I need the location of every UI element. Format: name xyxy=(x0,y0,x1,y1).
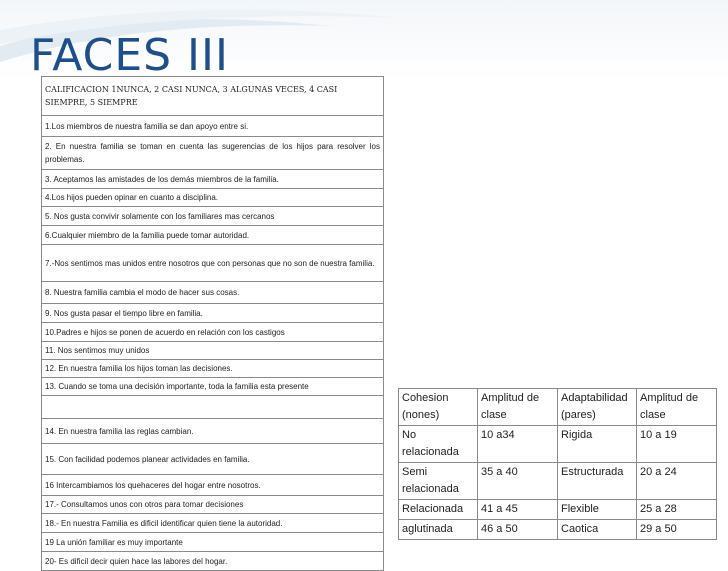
question-item: 19 La unión familiar es muy importante xyxy=(42,533,384,552)
adaptability-level: Caotica xyxy=(558,520,637,540)
questionnaire-table xyxy=(41,76,384,571)
table-row xyxy=(42,552,384,571)
question-item: 16 Intercambiamos los quehaceres del hogar entre nosotros. xyxy=(42,475,384,496)
scoring-row xyxy=(399,426,717,463)
table-row xyxy=(42,304,384,323)
scoring-row xyxy=(399,520,717,540)
header-amplitud-cohesion: Amplitud de clase xyxy=(478,389,558,426)
question-item: 3. Aceptamos las amistades de los demás miembros de la familia. xyxy=(42,170,384,189)
scoring-row xyxy=(399,463,717,500)
table-row xyxy=(42,226,384,245)
adaptability-range: 25 a 28 xyxy=(637,500,717,520)
header-adaptabilidad: Adaptabilidad (pares) xyxy=(558,389,637,426)
table-row xyxy=(42,342,384,360)
table-row xyxy=(42,496,384,514)
question-item: 1.Los miembros de nuestra familia se dan apoyo entre si. xyxy=(42,116,384,137)
adaptability-level: Estructurada xyxy=(558,463,637,500)
empty-row xyxy=(42,396,384,419)
question-item: 5. Nos gusta convivir solamente con los familiares mas cercanos xyxy=(42,207,384,226)
question-item: 15. Con facilidad podemos planear actividades en familia. xyxy=(42,444,384,475)
table-row xyxy=(42,444,384,475)
table-row xyxy=(42,514,384,533)
question-item: 8. Nuestra familia cambia el modo de hacer sus cosas. xyxy=(42,282,384,304)
question-item: 12. En nuestra familia los hijos toman las decisiones. xyxy=(42,360,384,378)
question-item: 9. Nos gusta pasar el tiempo libre en familia. xyxy=(42,304,384,323)
table-row xyxy=(42,378,384,396)
cohesion-range: 46 a 50 xyxy=(478,520,558,540)
table-row xyxy=(42,282,384,304)
adaptability-range: 10 a 19 xyxy=(637,426,717,463)
cohesion-level: No relacionada xyxy=(399,426,478,463)
question-item: 13. Cuando se toma una decisión importante, toda la familia esta presente xyxy=(42,378,384,396)
cohesion-level: Relacionada xyxy=(399,500,478,520)
header-amplitud-adaptabilidad: Amplitud de clase xyxy=(637,389,717,426)
adaptability-level: Flexible xyxy=(558,500,637,520)
table-row xyxy=(42,116,384,137)
scale-header: CALIFICACION 1NUNCA, 2 CASI NUNCA, 3 ALGUNAS VECES, 4 CASI SIEMPRE, 5 SIEMPRE xyxy=(42,77,384,116)
table-row xyxy=(42,323,384,342)
question-item: 6.Cualquier miembro de la familia puede tomar autoridad. xyxy=(42,226,384,245)
table-row xyxy=(42,77,384,116)
question-item: 11. Nos sentimos muy unidos xyxy=(42,342,384,360)
table-row xyxy=(42,396,384,419)
cohesion-level: Semi relacionada xyxy=(399,463,478,500)
cohesion-level: aglutinada xyxy=(399,520,478,540)
scoring-header-row xyxy=(399,389,717,426)
question-item: 18.- En nuestra Familia es dificil identificar quien tiene la autoridad. xyxy=(42,514,384,533)
table-row xyxy=(42,475,384,496)
header-cohesion: Cohesion (nones) xyxy=(399,389,478,426)
question-item: 2. En nuestra familia se toman en cuenta las sugerencias de los hijos para resolver los problemas. xyxy=(42,137,384,170)
question-item: 10.Padres e hijos se ponen de acuerdo en relación con los castigos xyxy=(42,323,384,342)
question-item: 20- Es dificil decir quien hace las labores del hogar. xyxy=(42,552,384,571)
table-row xyxy=(42,170,384,189)
cohesion-range: 10 a34 xyxy=(478,426,558,463)
question-item: 4.Los hijos pueden opinar en cuanto a disciplina. xyxy=(42,189,384,207)
table-row xyxy=(42,189,384,207)
table-row xyxy=(42,207,384,226)
question-item: 14. En nuestra familia las reglas cambian. xyxy=(42,419,384,444)
page-title: FACES III xyxy=(30,30,229,81)
question-item: 7.-Nos sentimos mas unidos entre nosotros que con personas que no son de nuestra familia. xyxy=(42,245,384,282)
cohesion-range: 35 a 40 xyxy=(478,463,558,500)
table-row xyxy=(42,245,384,282)
adaptability-level: Rigida xyxy=(558,426,637,463)
table-row xyxy=(42,419,384,444)
question-item: 17.- Consultamos unos con otros para tomar decisiones xyxy=(42,496,384,514)
cohesion-range: 41 a 45 xyxy=(478,500,558,520)
scoring-table xyxy=(398,388,717,540)
adaptability-range: 20 a 24 xyxy=(637,463,717,500)
table-row xyxy=(42,360,384,378)
adaptability-range: 29 a 50 xyxy=(637,520,717,540)
table-row xyxy=(42,533,384,552)
scoring-row xyxy=(399,500,717,520)
table-row xyxy=(42,137,384,170)
